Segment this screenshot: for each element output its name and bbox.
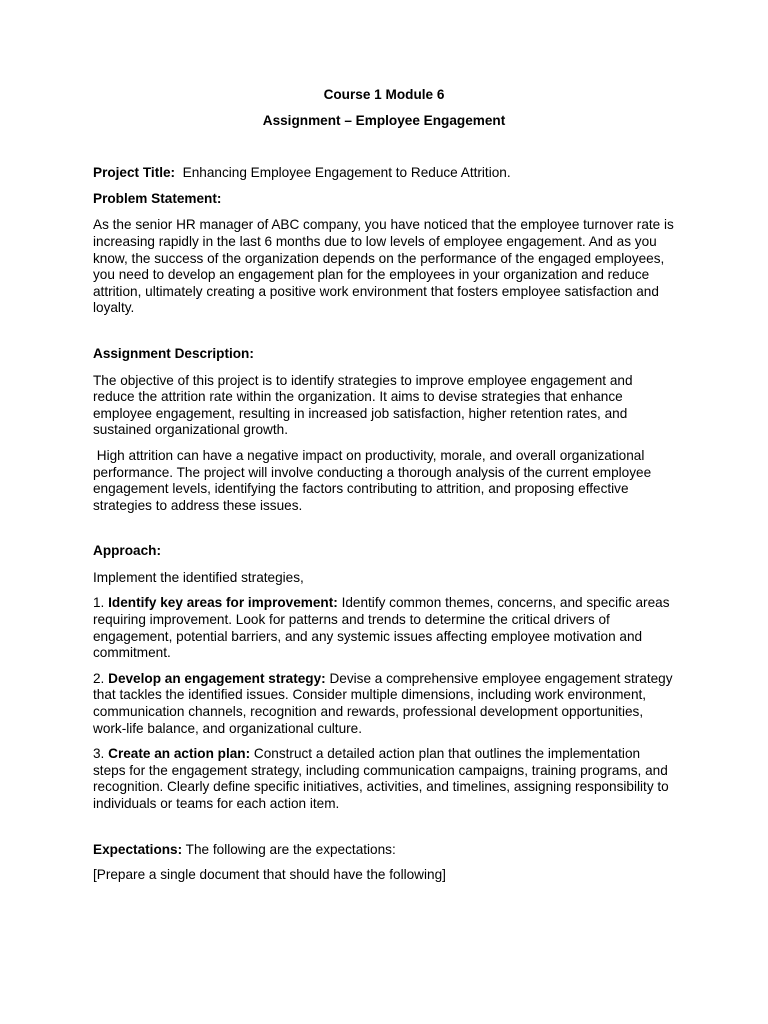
approach-item-3-number: 3. [93,746,109,762]
problem-statement-text: As the senior HR manager of ABC company, you have noticed that the employee turnover rate is increasing rapidly in the last 6 months due to low levels of employee engagement. And as you know, the success of the organization depends on the performance of the engaged employees, you need to develop an engagement plan for the employees in your organization and reduce attrition, ultimately creating a positive work environment that fosters employee satisfaction and loyalty. [93,217,674,316]
expectations-label: Expectations: [93,841,183,857]
course-title: Course 1 Module 6 [323,87,445,102]
assignment-description-heading: Assignment Description: [93,345,254,361]
project-title-line [93,165,675,182]
project-title-value: Enhancing Employee Engagement to Reduce Attrition. [182,165,511,181]
approach-item-2-number: 2. [93,670,109,686]
approach-item-1-label: Identify key areas for improvement: [108,595,338,611]
approach-item-3-text: Construct a detailed action plan that outlines the implementation steps for the engagement strategy, including communication campaigns, training programs, and recognition. Clearly define specific initiatives, activities, and timelines, assigning responsibility to individuals or teams for each action item. [93,746,669,811]
approach-item-2-text: Devise a comprehensive employee engagement strategy that tackles the identified issues. Consider multiple dimensions, including work environment, communication channels, recognition and rewards, professional development opportunities, work-life balance, and organizational culture. [93,670,673,736]
expectations-line [93,842,675,859]
expectations-note: [Prepare a single document that should have the following] [93,867,446,883]
approach-item-2 [93,671,675,737]
approach-item-3-label: Create an action plan: [108,746,251,762]
document-content [93,87,675,884]
approach-item-2-label: Develop an engagement strategy: [108,670,326,686]
assignment-description-para1: The objective of this project is to identify strategies to improve employee engagement and reduce the attrition rate within the organization. It aims to devise strategies that enhance employee engagement, resulting in increased job satisfaction, higher retention rates, and sustained organizational growth. [93,372,633,438]
approach-intro: Implement the identified strategies, [93,569,304,585]
approach-item-3 [93,746,675,812]
approach-heading: Approach: [93,543,161,559]
project-title-label: Project Title: [93,165,176,181]
problem-statement-heading: Problem Statement: [93,190,222,206]
approach-item-1-number: 1. [93,595,109,611]
assignment-description-para2: High attrition can have a negative impact on productivity, morale, and overall organizational performance. The project will involve conducting a thorough analysis of the current employee engagement levels, identifying the factors contributing to attrition, and proposing effective strategies to address these issues. [93,447,655,513]
expectations-text: The following are the expectations: [182,841,396,857]
approach-item-1 [93,595,675,661]
approach-item-1-text: Identify common themes, concerns, and specific areas requiring improvement. Look for patterns and trends to determine the critical drivers of engagement, potential barriers, and any systemic issues affecting employee motivation and commitment. [93,595,670,661]
assignment-title: Assignment – Employee Engagement [262,112,506,128]
